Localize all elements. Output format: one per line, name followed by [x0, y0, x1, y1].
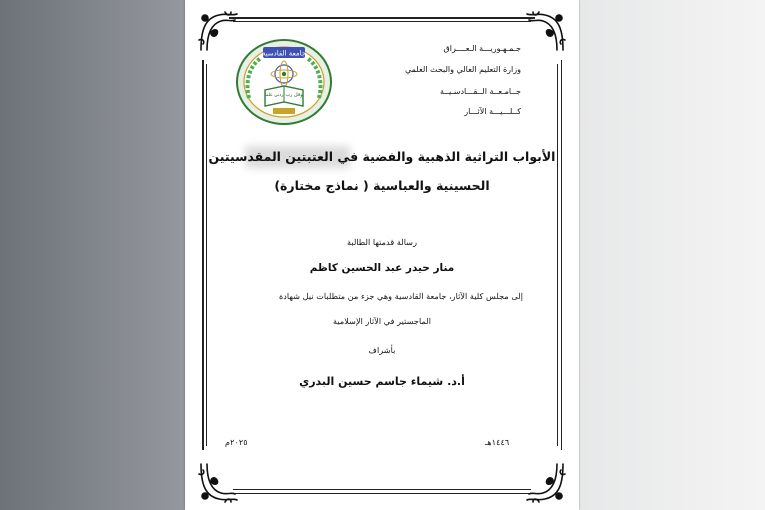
hijri-date: ١٤٤٦هـ: [485, 437, 510, 447]
corner-ornament-bottom-right: [523, 460, 567, 504]
frame-right-line: [561, 60, 563, 450]
frame-right-line-inner: [557, 64, 558, 446]
gregorian-date: ٢٠٢٥م: [225, 437, 248, 447]
logo-university-name: جامعة القادسية: [261, 49, 307, 58]
logo-book-left-text: زدني علما: [264, 93, 284, 98]
thesis-title-line2: الحسينية والعباسية ( نماذج مختارة): [274, 178, 490, 193]
student-name: منار حيدر عبد الحسين كاظم: [309, 262, 455, 274]
header-university: جــامـعــة الــقـــادسـيــة: [440, 87, 521, 96]
university-logo: [235, 38, 333, 126]
submission-purpose-line2: الماجستير في الآثار الإسلامية: [333, 316, 431, 326]
frame-bottom-line-inner: [233, 489, 531, 490]
header-ministry: وزارة التعليم العالي والبحث العلمي: [405, 65, 521, 74]
corner-ornament-top-right: [523, 10, 567, 54]
frame-bottom-line: [229, 493, 535, 495]
thesis-title-line1: الأبواب التراثية الذهبية والفضية في العتبتين المقدسيتين: [208, 149, 556, 164]
logo-book-right-text: وقل رب: [285, 92, 303, 98]
supervisor-name: أ.د. شيماء جاسم حسين البدري: [299, 375, 465, 388]
document-page: [185, 0, 579, 510]
frame-top-line-inner: [233, 21, 531, 22]
corner-ornament-bottom-left: [197, 460, 241, 504]
header-country: جـمـهـوريـــة الـعــــراق: [443, 44, 521, 53]
frame-left-line-inner: [206, 64, 207, 446]
frame-left-line: [202, 60, 204, 450]
header-college: كــلـــيـــة الآثـــار: [464, 107, 521, 116]
submission-intro: رسالة قدمتها الطالبة: [346, 237, 418, 247]
frame-top-line: [229, 17, 535, 19]
submission-purpose-line1: إلى مجلس كلية الآثار، جامعة القادسية وهي جزء من متطلبات نيل شهادة: [279, 291, 523, 301]
supervision-label: بأشراف: [368, 345, 396, 355]
